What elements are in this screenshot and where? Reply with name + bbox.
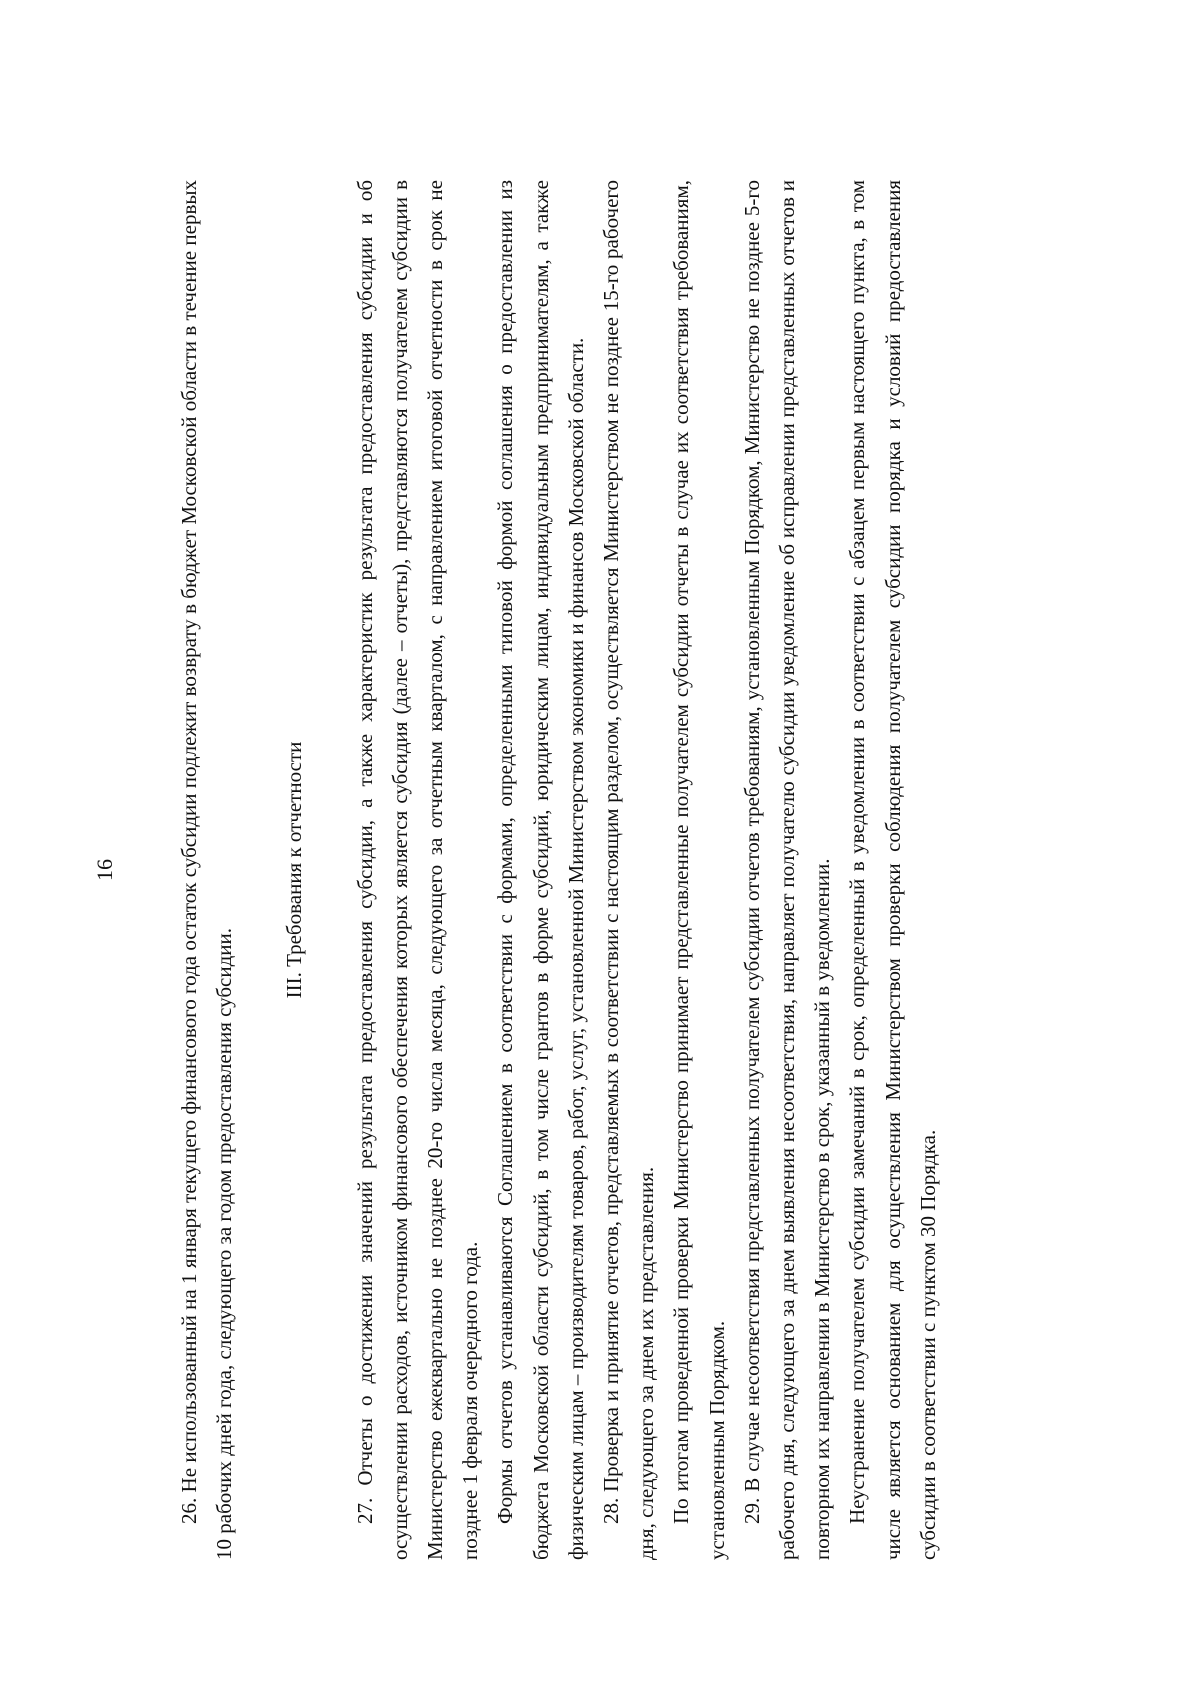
section-heading: III. Требования к отчетности [282, 741, 307, 999]
paragraph-27-forms: Формы отчетов устанавливаются Соглашением в соответствии с формами, определенными типовой формой соглашения о предоставлении из бюджета Московской области субсидий, в том числе грантов в форме субсидий, юридическим лицам, индивидуальным предпринимателям, а также физическим лицам – производителям товаров, работ, услуг, установленной Министерством экономики и финансов Московской области. [493, 180, 588, 1560]
paragraph-26: 26. Не использованный на 1 января текущего финансового года остаток субсидии подлежит возврату в бюджет Московской области в течение первых 10 рабочих дней года, следующего за годом предоставления субсидии. [177, 180, 237, 1560]
paragraph-28: 28. Проверка и принятие отчетов, представляемых в соответствии с настоящим разделом, осуществляется Министерством не позднее 15-го рабочего дня, следующего за днем их представления. [599, 180, 659, 1560]
paragraph-29: 29. В случае несоответствия представленных получателем субсидии отчетов требованиям, установленным Порядком, Министерство не позднее 5-го рабочего дня, следующего за днем выявления несоответствия, направляет получателю субсидии уведомление об исправлении представленных отчетов и повторном их направлении в Министерство в срок, указанный в уведомлении. [739, 180, 835, 1560]
paragraph-27: 27. Отчеты о достижении значений результата предоставления субсидии, а также характеристик результата предоставления субсидии и об осуществлении расходов, источником финансового обеспечения которых является субсидия (далее – отчеты), представляются получателем субсидии в Министерство ежеквартально не позднее 20-го числа месяца, следующего за отчетным кварталом, с направлением итоговой отчетности в срок не позднее 1 февраля очередного года. [352, 180, 483, 1560]
paragraph-29-nonremoval: Неустранение получателем субсидии замечаний в срок, определенный в уведомлении в соответствии с абзацем первым настоящего пункта, в том числе является основанием для осуществления Министерством проверки соблюдения получателем субсидии порядка и условий предоставления субсидии в соответствии с пунктом 30 Порядка. [845, 180, 940, 1560]
paragraph-28-results: По итогам проведенной проверки Министерство принимает представленные получателем субсидии отчеты в случае их соответствия требованиям, установленным Порядком. [669, 180, 729, 1560]
rotated-page-content [90, 120, 1100, 1620]
page-number: 16 [92, 859, 117, 881]
document-body [172, 180, 946, 1560]
